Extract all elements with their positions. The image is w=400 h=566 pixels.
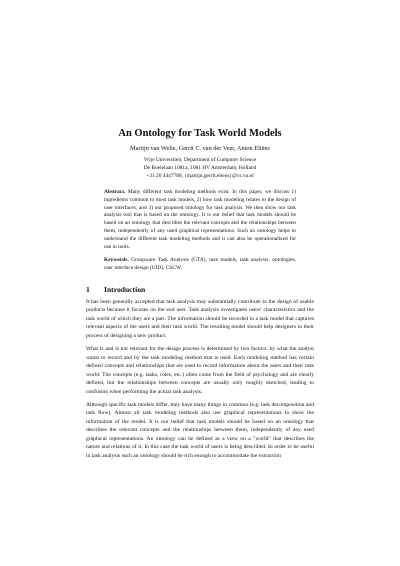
affiliation-line: +31 20 4447788, {martijn,gerrit,eliens}@cs.vu.nl xyxy=(146,173,254,179)
body-paragraph: Although specific task models differ, they have many things in common (e.g. task decomposition and task flow). Almost all task modeling methods also use graphical representations to show the information of the model. It is our belief that task models should be based on an ontology that describes the relevant concepts and the relationships between them, independently of any used graphical representations. An ontology can be defined as a view on a "world" that describes the nature and relations of it. In this case the task world of users is being described. In order to be useful in task analysis such an ontology should be rich enough to accommodate the extraction xyxy=(86,401,314,459)
affiliation-block xyxy=(0,156,400,180)
affiliation-line: De Boelelaan 1081a, 1081 HV Amsterdam, Holland xyxy=(143,165,257,171)
keywords-paragraph xyxy=(104,257,296,273)
keywords-text: Groupware Task Analysis (GTA), task models, task analysis, ontologies, user interface design (UID), CSCW. xyxy=(104,257,296,272)
paper-authors: Martijn van Welie, Gerrit C. van der Veer, Anton Eliëns xyxy=(130,145,270,152)
section-number: 1 xyxy=(86,285,90,294)
body-paragraph: What is and is not relevant for the design process is determined by two factors: by what the analyst wants to record and by the task modeling method that is used. Each modeling method has certain defined concepts and relationships that are used to record information about the users and their task world. The concepts (e.g. tasks, roles, etc.) often come from the field of psychology and are clearly defined, but the relationships between concepts are usually only roughly sketched, leading to confusion when performing the actual task analysis. xyxy=(86,346,314,395)
body-paragraph: It has been generally accepted that task analysis may substantially contribute to the design of usable products because it focuses on the end user. Task analysis investigates users' characteristics and the task world of which they are a part. The information should be recorded in a task model that captures relevant aspects of the users and their task world. The resulting model should help designers in their process of designing a new product. xyxy=(86,299,314,339)
abstract-label: Abstract. xyxy=(104,189,126,195)
section-title: Introduction xyxy=(104,285,146,294)
affiliation-line: Vrije Universiteit, Department of Computer Science xyxy=(143,157,257,163)
paper-title: An Ontology for Task World Models xyxy=(118,128,282,139)
section-heading xyxy=(86,285,145,294)
abstract-text: Many different task modeling methods exist. In this paper, we discuss 1) ingredients common to most task models, 2) how task modeling relates to the design of user interfaces, and 3) our proposed ontology for task analysis. We then show our task analysis tool that is based on the ontology. It is our belief that task models should be based on an ontology that describes the relevant concepts and the relationships between them, independently of any used graphical representations. Such an ontology helps to understand the different task modeling methods and it can also be operationalized for use in tools. xyxy=(104,189,296,250)
section-body xyxy=(86,298,314,465)
abstract-paragraph xyxy=(104,189,296,251)
keywords-label: Keywords. xyxy=(104,257,129,264)
abstract-block xyxy=(104,189,296,279)
